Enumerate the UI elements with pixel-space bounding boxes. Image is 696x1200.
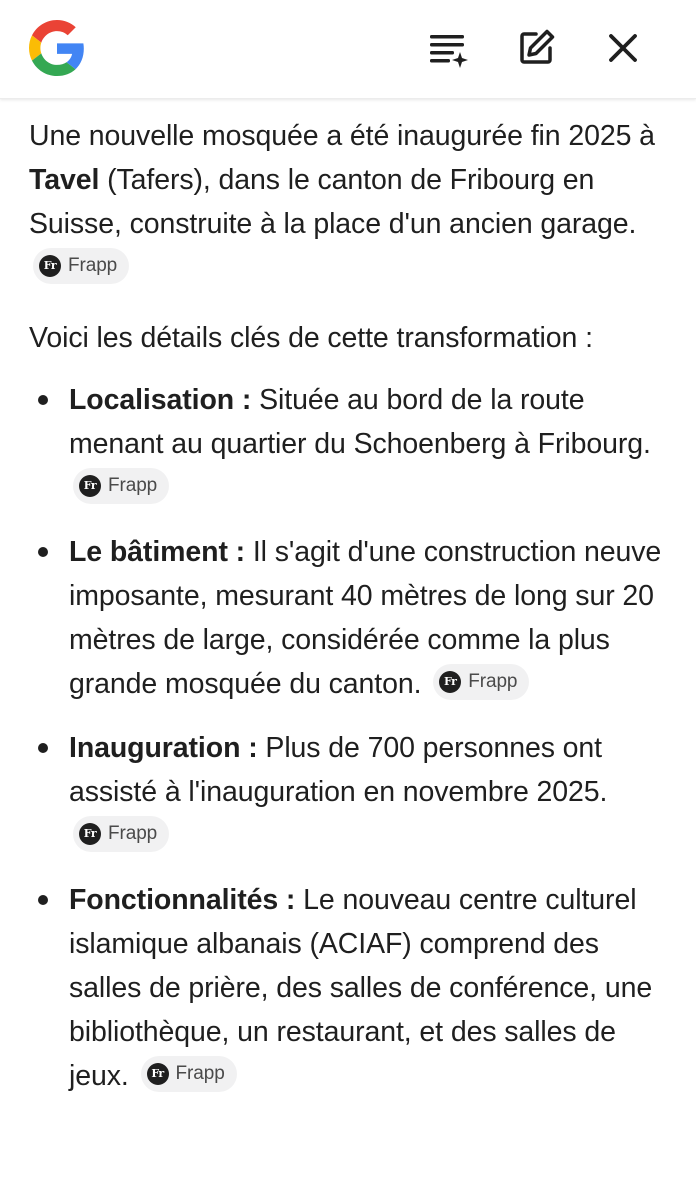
source-chip-label: Frapp xyxy=(108,475,158,497)
list-item xyxy=(29,878,669,1098)
list-item xyxy=(29,530,669,706)
bullet-icon xyxy=(38,395,48,405)
frapp-logo-icon: Fr xyxy=(79,823,101,845)
intro-text-end: (Tafers), dans le canton de Fribourg en Suisse, construite à la place d'un ancien garage. xyxy=(29,164,637,240)
intro-text-start: Une nouvelle mosquée a été inaugurée fin 2025 à xyxy=(29,120,655,152)
list-item xyxy=(29,378,669,510)
source-chip-label: Frapp xyxy=(68,255,118,277)
lead-paragraph: Voici les détails clés de cette transformation : xyxy=(29,322,593,354)
edit-icon xyxy=(516,28,556,68)
close-button[interactable] xyxy=(597,22,649,74)
item-label: Inauguration : xyxy=(69,732,258,764)
source-chip[interactable] xyxy=(141,1056,237,1092)
top-bar xyxy=(0,0,696,99)
close-icon xyxy=(605,30,641,66)
bullet-icon xyxy=(38,743,48,753)
source-chip-label: Frapp xyxy=(468,671,518,693)
intro-paragraph xyxy=(29,114,669,290)
details-list xyxy=(29,378,669,1098)
item-label: Localisation : xyxy=(69,384,252,416)
source-chip-label: Frapp xyxy=(108,823,158,845)
frapp-logo-icon: Fr xyxy=(147,1063,169,1085)
frapp-logo-icon: Fr xyxy=(79,475,101,497)
google-g-logo[interactable] xyxy=(29,20,85,76)
edit-button[interactable] xyxy=(510,22,562,74)
bullet-icon xyxy=(38,547,48,557)
filter-sparkle-icon xyxy=(426,28,470,68)
frapp-logo-icon: Fr xyxy=(439,671,461,693)
intro-bold-place: Tavel xyxy=(29,164,100,196)
bullet-icon xyxy=(38,895,48,905)
item-label: Le bâtiment : xyxy=(69,536,246,568)
item-text: Le nouveau centre culturel islamique albanais (ACIAF) comprend des salles de prière, des salles de conférence, une bibliothèque, un restaurant, et des salles de jeux. xyxy=(69,884,653,1092)
filter-button[interactable] xyxy=(422,22,474,74)
source-chip[interactable] xyxy=(73,816,169,852)
source-chip[interactable] xyxy=(433,664,529,700)
list-item xyxy=(29,726,669,858)
frapp-logo-icon: Fr xyxy=(39,255,61,277)
item-text: Il s'agit d'une construction neuve imposante, mesurant 40 mètres de long sur 20 mètres de large, considérée comme la plus grande mosquée du canton. xyxy=(69,536,662,700)
item-label: Fonctionnalités : xyxy=(69,884,296,916)
item-text: Située au bord de la route menant au quartier du Schoenberg à Fribourg. xyxy=(69,384,651,460)
item-text: Plus de 700 personnes ont assisté à l'inauguration en novembre 2025. xyxy=(69,732,608,808)
source-chip-label: Frapp xyxy=(175,1063,225,1085)
source-chip[interactable] xyxy=(73,468,169,504)
source-chip[interactable] xyxy=(33,248,129,284)
answer-content xyxy=(29,114,669,1118)
